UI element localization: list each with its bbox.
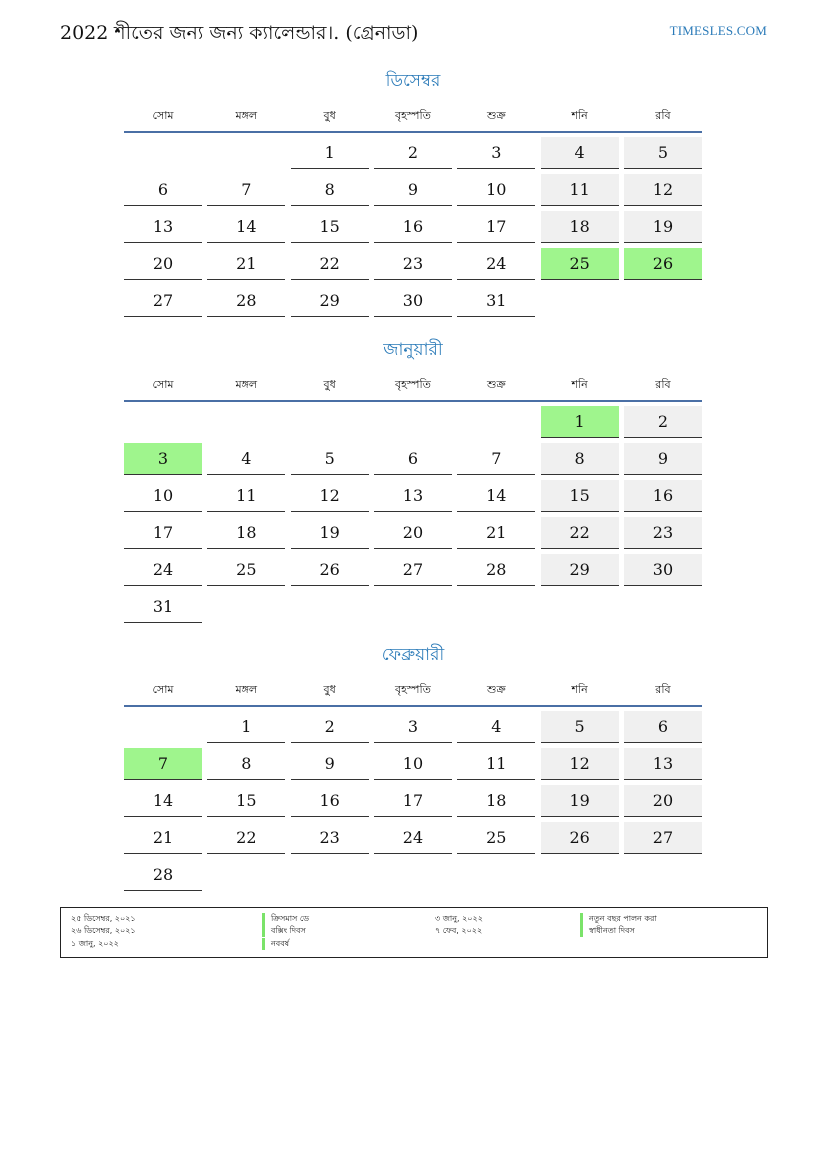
day-cell: 4 [207,443,285,475]
weekday-label: বৃহস্পতি [395,682,431,696]
day-cell: 6 [624,711,702,743]
day-cell: 18 [457,785,535,817]
day-cell: 23 [291,822,369,854]
day-cell: 21 [457,517,535,549]
weekday-label: সোম [152,682,174,696]
day-cell: 26 [291,554,369,586]
days-grid [124,406,702,623]
day-cell: 5 [291,443,369,475]
day-cell: 31 [457,285,535,317]
day-cell: 20 [374,517,452,549]
month-title: ফেব্রুয়ারী [381,645,445,665]
day-cell: 3 [457,137,535,169]
day-cell: 29 [541,554,619,586]
holiday-day-cell: 25 [541,248,619,280]
day-cell: 9 [624,443,702,475]
day-cell: 28 [457,554,535,586]
weekday-label: রবি [655,377,671,391]
month-title: ডিসেম্বর [385,71,441,91]
weekday-label: সোম [152,108,174,122]
weekday-label: শনি [571,108,588,122]
day-cell: 12 [291,480,369,512]
legend-holiday: স্বাধীনতা দিবস [580,925,635,937]
day-cell: 3 [374,711,452,743]
day-cell: 14 [207,211,285,243]
day-cell: 9 [291,748,369,780]
day-cell: 25 [457,822,535,854]
weekday-label: শুক্র [486,682,506,696]
day-cell: 17 [124,517,202,549]
day-cell: 16 [624,480,702,512]
weekday-label: বৃহস্পতি [395,377,431,391]
empty-cell [374,406,452,437]
day-cell: 15 [541,480,619,512]
day-cell: 8 [291,174,369,206]
day-cell: 19 [291,517,369,549]
day-cell: 26 [541,822,619,854]
day-cell: 6 [124,174,202,206]
weekday-label: বুধ [323,377,336,391]
legend-date: ২৬ ডিসেম্বর, ২০২১ [71,926,136,935]
day-cell: 7 [457,443,535,475]
day-cell: 14 [124,785,202,817]
page-title: 2022 শীতের জন্য জন্য ক্যালেন্ডার।. (গ্রেনাডা) [60,22,419,44]
day-cell: 11 [541,174,619,206]
days-grid [124,711,702,891]
holiday-day-cell: 3 [124,443,202,475]
day-cell: 13 [624,748,702,780]
day-cell: 24 [457,248,535,280]
day-cell: 25 [207,554,285,586]
day-cell: 2 [624,406,702,438]
weekday-label: বুধ [323,108,336,122]
day-cell: 16 [374,211,452,243]
day-cell: 1 [207,711,285,743]
day-cell: 13 [124,211,202,243]
legend-date: ২৫ ডিসেম্বর, ২০২১ [71,914,136,923]
day-cell: 20 [124,248,202,280]
day-cell: 22 [207,822,285,854]
empty-cell [291,406,369,437]
day-cell: 10 [374,748,452,780]
month-january [124,337,702,623]
empty-cell [124,406,202,437]
weekday-label: শুক্র [486,377,506,391]
weekday-label: শনি [571,377,588,391]
day-cell: 11 [207,480,285,512]
weekday-label: বুধ [323,682,336,696]
day-cell: 12 [624,174,702,206]
weekday-header [124,101,702,133]
day-cell: 10 [124,480,202,512]
day-cell: 17 [457,211,535,243]
day-cell: 27 [374,554,452,586]
day-cell: 28 [124,859,202,891]
day-cell: 19 [541,785,619,817]
day-cell: 8 [541,443,619,475]
day-cell: 27 [124,285,202,317]
legend-date: ১ জানু, ২০২২ [71,939,119,948]
day-cell: 15 [207,785,285,817]
day-cell: 28 [207,285,285,317]
day-cell: 2 [374,137,452,169]
weekday-label: রবি [655,682,671,696]
holiday-legend [60,907,768,958]
legend-holiday: বক্সিং দিবস [262,925,306,937]
empty-cell [124,711,202,742]
weekday-label: শুক্র [486,108,506,122]
weekday-label: মঙ্গল [235,377,258,391]
weekday-label: শনি [571,682,588,696]
site-link[interactable]: TIMESLES.COM [669,23,767,38]
weekday-header [124,675,702,707]
legend-holiday: নববর্ষ [262,938,289,950]
weekday-label: মঙ্গল [235,682,258,696]
day-cell: 31 [124,591,202,623]
day-cell: 27 [624,822,702,854]
legend-date: ৭ ফেব, ২০২২ [435,926,483,935]
day-cell: 5 [624,137,702,169]
day-cell: 21 [207,248,285,280]
empty-cell [457,406,535,437]
month-december [124,68,702,317]
month-title: জানুয়ারী [383,340,443,360]
day-cell: 14 [457,480,535,512]
weekday-label: সোম [152,377,174,391]
weekday-header [124,370,702,402]
day-cell: 8 [207,748,285,780]
day-cell: 4 [541,137,619,169]
days-grid [124,137,702,317]
day-cell: 23 [374,248,452,280]
legend-holiday: নতুন বছর পালন করা [580,913,657,925]
day-cell: 10 [457,174,535,206]
day-cell: 11 [457,748,535,780]
empty-cell [207,406,285,437]
day-cell: 24 [124,554,202,586]
day-cell: 30 [374,285,452,317]
day-cell: 5 [541,711,619,743]
holiday-day-cell: 7 [124,748,202,780]
empty-cell [207,137,285,168]
day-cell: 16 [291,785,369,817]
day-cell: 24 [374,822,452,854]
day-cell: 6 [374,443,452,475]
holiday-day-cell: 26 [624,248,702,280]
day-cell: 13 [374,480,452,512]
legend-holiday: ক্রিসমাস ডে [262,913,309,925]
day-cell: 15 [291,211,369,243]
day-cell: 22 [291,248,369,280]
day-cell: 12 [541,748,619,780]
day-cell: 4 [457,711,535,743]
empty-cell [124,137,202,168]
weekday-label: বৃহস্পতি [395,108,431,122]
day-cell: 18 [207,517,285,549]
day-cell: 29 [291,285,369,317]
day-cell: 23 [624,517,702,549]
weekday-label: রবি [655,108,671,122]
day-cell: 17 [374,785,452,817]
day-cell: 9 [374,174,452,206]
weekday-label: মঙ্গল [235,108,258,122]
day-cell: 19 [624,211,702,243]
holiday-day-cell: 1 [541,406,619,438]
day-cell: 1 [291,137,369,169]
month-february [124,642,702,891]
day-cell: 7 [207,174,285,206]
day-cell: 22 [541,517,619,549]
day-cell: 2 [291,711,369,743]
day-cell: 18 [541,211,619,243]
day-cell: 30 [624,554,702,586]
legend-date: ৩ জানু, ২০২২ [435,914,483,923]
day-cell: 21 [124,822,202,854]
day-cell: 20 [624,785,702,817]
